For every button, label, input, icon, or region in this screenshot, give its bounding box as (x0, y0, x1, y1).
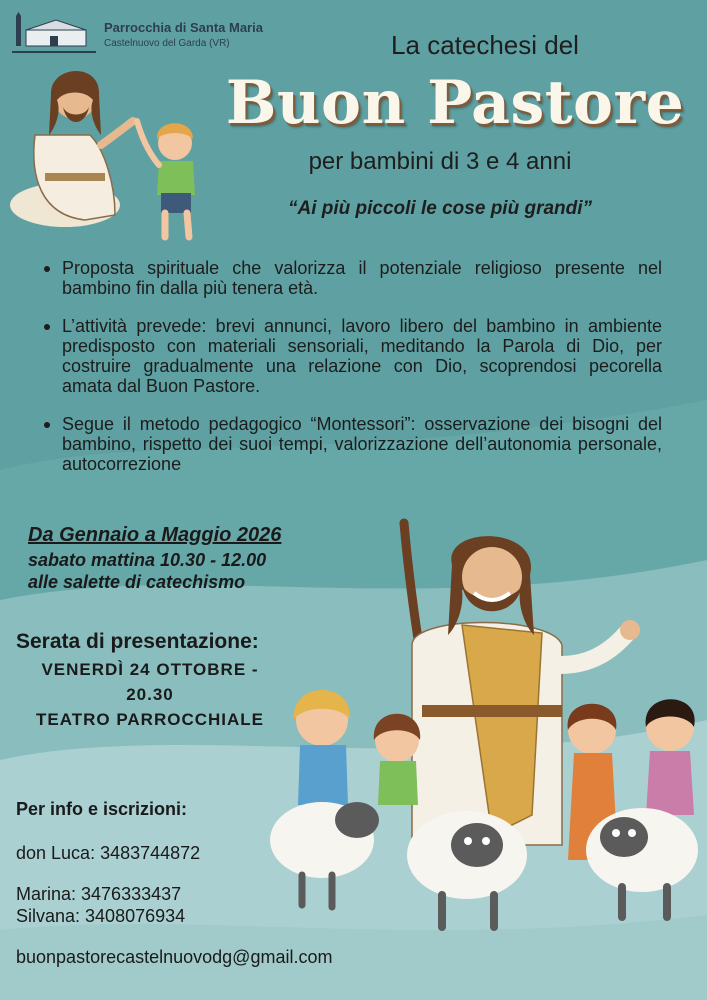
parish-name: Parrocchia di Santa Maria (104, 20, 263, 35)
info-title: Per info e iscrizioni: (16, 799, 188, 819)
sheep-icon (407, 811, 527, 927)
list-item: Segue il metodo pedagogico “Montessori”: osservazione dei bisogni del bambino, rispetto dei suoi tempi, valorizzazione dell’autonomia personale, autocorrezione (42, 414, 662, 474)
subtitle: per bambini di 3 e 4 anni (308, 148, 572, 175)
serata-title: Serata di presentazione: (16, 630, 259, 653)
list-item: Proposta spirituale che valorizza il potenziale religioso presente nel bambino fin dalla più tenera età. (42, 258, 662, 298)
serata-time: 20.30 (126, 685, 174, 704)
schedule-place: alle salette di catechismo (28, 572, 246, 592)
contact-email: buonpastorecastelnuovodg@gmail.com (16, 947, 333, 967)
contact-luca: don Luca: 3483744872 (16, 843, 201, 863)
serata-date: VENERDÌ 24 OTTOBRE - (41, 660, 259, 679)
schedule-period: Da Gennaio a Maggio 2026 (28, 524, 282, 546)
pretitle: La catechesi del (391, 30, 579, 60)
description-list (42, 258, 662, 492)
contact-silvana: Silvana: 3408076934 (16, 906, 186, 926)
church-logo-icon (10, 12, 98, 56)
jesus-with-child-illustration (5, 55, 210, 245)
contact-marina: Marina: 3476333437 (16, 884, 182, 904)
sheep-icon (270, 802, 379, 907)
motto: “Ai più piccoli le cose più grandi” (287, 198, 593, 219)
serata-place: TEATRO PARROCCHIALE (35, 710, 265, 729)
sheep-icon (586, 808, 698, 917)
parish-place: Castelnuovo del Garda (VR) (104, 38, 230, 49)
list-item: L’attività prevede: brevi annunci, lavoro libero del bambino in ambiente predisposto con materiali sensoriali, meditando la Parola di Dio, per costruire gradualmente una relazione con Dio, scoprendosi pecorella amata dal Buon Pastore. (42, 316, 662, 396)
schedule-time: sabato mattina 10.30 - 12.00 (28, 550, 267, 570)
good-shepherd-illustration (262, 515, 707, 935)
page-title: Buon Pastore (225, 68, 685, 138)
